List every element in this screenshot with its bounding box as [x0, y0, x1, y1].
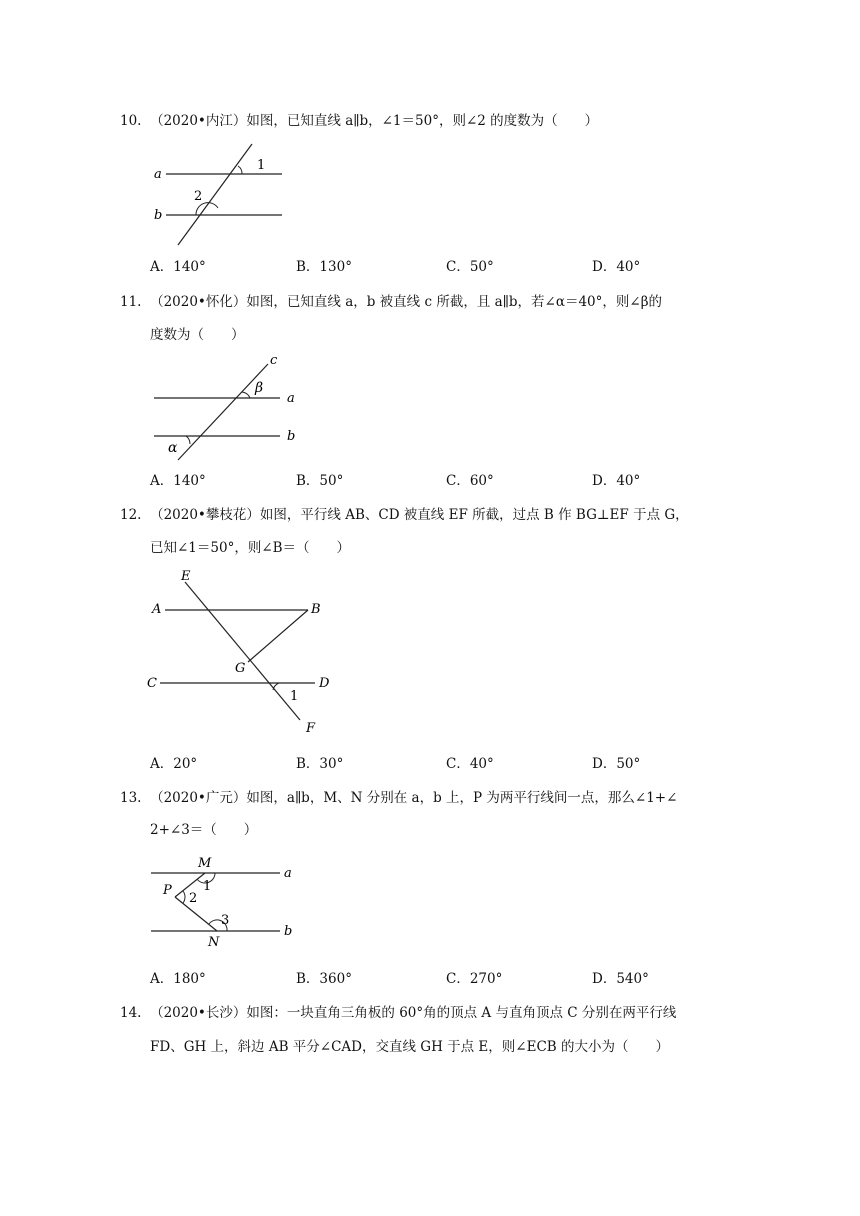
fig13-label-1: 1 — [203, 879, 212, 894]
question-12-option-d: D．50° — [592, 756, 641, 772]
question-11-number: 11. — [120, 294, 142, 310]
question-12-figure — [145, 570, 345, 740]
fig11-label-alpha: α — [168, 440, 178, 456]
fig12-label-B: B — [311, 602, 321, 617]
question-13-option-b: B．360° — [296, 971, 352, 987]
fig12-label-G: G — [235, 661, 246, 676]
question-11-line-2: 度数为（ ） — [150, 327, 245, 343]
fig11-label-beta: β — [255, 380, 264, 396]
question-13-line-2: 2+∠3＝（ ） — [150, 822, 258, 838]
question-11-figure — [150, 352, 310, 462]
fig13-label-P: P — [163, 883, 172, 898]
question-13-line-1 — [120, 788, 677, 808]
fig12-label-A: A — [152, 602, 162, 617]
question-12-line-2: 已知∠1＝50°，则∠B＝（ ） — [150, 540, 351, 556]
question-10-option-a: A．140° — [150, 259, 206, 275]
question-12-number: 12. — [120, 507, 142, 523]
question-12-option-b: B．30° — [296, 756, 344, 772]
fig12-label-F: F — [306, 721, 316, 736]
question-14-number: 14. — [120, 1005, 142, 1021]
fig11-label-c: c — [270, 353, 278, 368]
fig11-label-b: b — [287, 429, 296, 444]
question-10-option-d: D．40° — [592, 259, 641, 275]
question-10-figure — [150, 142, 290, 250]
question-14-text-1: （2020•长沙）如图：一块直角三角板的 60°角的顶点 A 与直角顶点 C 分别在两平行线 — [150, 1005, 677, 1021]
question-12-text-1: （2020•攀枝花）如图，平行线 AB、CD 被直线 EF 所截，过点 B 作 BG⊥EF 于点 G， — [150, 507, 689, 523]
question-11-option-b: B．50° — [296, 473, 344, 489]
question-12-option-a: A．20° — [150, 756, 198, 772]
question-13-option-a: A．180° — [150, 971, 206, 987]
question-11-option-a: A．140° — [150, 473, 206, 489]
question-10-option-c: C．50° — [446, 259, 494, 275]
question-11-option-d: D．40° — [592, 473, 641, 489]
question-10-line-1 — [120, 111, 598, 131]
fig12-label-1: 1 — [290, 689, 299, 704]
question-11-option-c: C．60° — [446, 473, 494, 489]
fig10-label-1: 1 — [257, 158, 266, 173]
question-10-option-b: B．130° — [296, 259, 352, 275]
question-13-option-d: D．540° — [592, 971, 649, 987]
fig13-label-a: a — [284, 866, 292, 881]
question-11-line-1 — [120, 292, 662, 312]
fig12-label-D: D — [319, 676, 330, 691]
fig10-label-b: b — [154, 208, 163, 223]
fig10-label-2: 2 — [194, 189, 203, 204]
question-11-text-1: （2020•怀化）如图，已知直线 a，b 被直线 c 所截，且 a∥b，若∠α＝40°，则∠β的 — [150, 294, 663, 310]
question-13-text-1: （2020•广元）如图，a∥b，M、N 分别在 a，b 上，P 为两平行线间一点，那么∠1+∠ — [150, 790, 678, 806]
fig10-label-a: a — [154, 167, 162, 182]
fig11-label-a: a — [287, 391, 295, 406]
question-13-option-c: C．270° — [446, 971, 503, 987]
fig13-label-M: M — [198, 856, 212, 871]
fig13-label-b: b — [284, 924, 293, 939]
fig12-label-C: C — [147, 676, 157, 691]
question-10-number: 10. — [120, 113, 142, 129]
fig12-label-E: E — [181, 569, 191, 584]
question-13-number: 13. — [120, 790, 142, 806]
fig13-label-3: 3 — [221, 913, 230, 928]
question-14-line-2: FD、GH 上，斜边 AB 平分∠CAD，交直线 GH 于点 E，则∠ECB 的大小为（ ） — [150, 1039, 669, 1055]
question-12-option-c: C．40° — [446, 756, 494, 772]
fig13-label-2: 2 — [189, 891, 198, 906]
question-10-text: （2020•内江）如图，已知直线 a∥b，∠1＝50°，则∠2 的度数为（ ） — [150, 113, 599, 129]
question-14-line-1 — [120, 1003, 676, 1023]
fig13-label-N: N — [208, 935, 220, 950]
question-13-figure — [145, 852, 305, 952]
question-12-line-1 — [120, 505, 689, 525]
